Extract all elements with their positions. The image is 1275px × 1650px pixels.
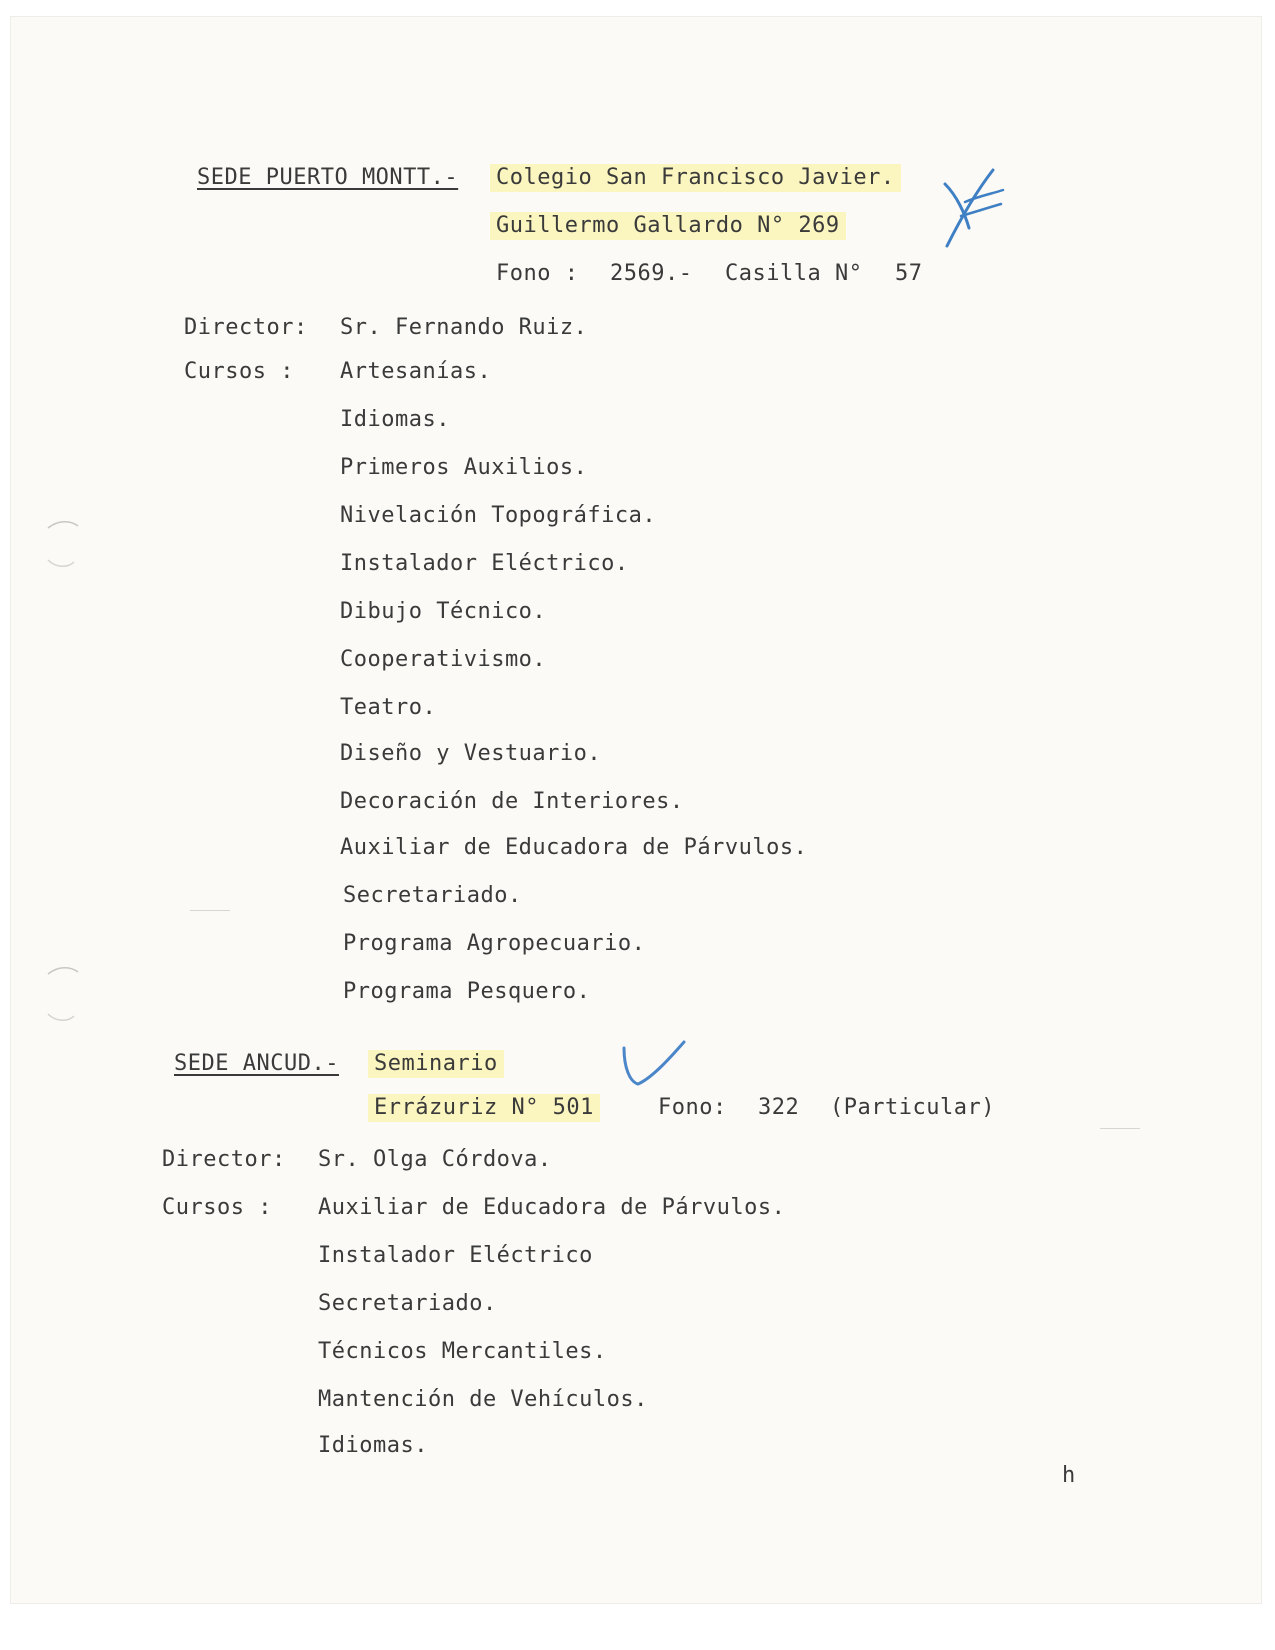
course-item: Programa Agropecuario. [343,931,646,956]
ancud-address: Errázuriz N° 501 [368,1094,600,1122]
puerto-montt-director: Sr. Fernando Ruiz. [340,315,588,340]
course-item: Idiomas. [340,407,450,432]
course-item: Secretariado. [318,1291,497,1316]
pen-cross-mark-icon [935,166,1015,256]
ancud-phone-label: Fono: [658,1095,727,1120]
course-item: Instalador Eléctrico. [340,551,629,576]
ancud-director: Sr. Olga Córdova. [318,1147,552,1172]
course-item: Diseño y Vestuario. [340,741,602,766]
faint-dash [190,910,230,911]
course-item: Técnicos Mercantiles. [318,1339,607,1364]
course-item: Cooperativismo. [340,647,547,672]
course-item: Idiomas. [318,1433,428,1458]
course-item: Dibujo Técnico. [340,599,547,624]
puerto-montt-phone: 2569.- [610,261,693,286]
course-item: Primeros Auxilios. [340,455,588,480]
course-item: Nivelación Topográfica. [340,503,657,528]
course-item: Teatro. [340,695,437,720]
puerto-montt-phone-label: Fono : [496,261,579,286]
course-item: Secretariado. [343,883,522,908]
course-item: Auxiliar de Educadora de Párvulos. [340,835,808,860]
faint-dash [1100,1128,1140,1129]
puerto-montt-box: 57 [895,261,923,286]
puerto-montt-institution: Colegio San Francisco Javier. [490,164,901,192]
course-item: Mantención de Vehículos. [318,1387,648,1412]
ancud-institution: Seminario [368,1050,504,1078]
pen-check-mark-icon [618,1038,688,1090]
sede-puerto-montt-heading: SEDE PUERTO MONTT.- [197,165,459,190]
page-mark: h [1062,1463,1076,1488]
puerto-montt-courses-label: Cursos : [184,359,294,384]
binder-hole-mark-icon [44,516,84,576]
puerto-montt-address: Guillermo Gallardo N° 269 [490,212,846,240]
course-item: Artesanías. [340,359,492,384]
ancud-courses-label: Cursos : [162,1195,272,1220]
course-item: Programa Pesquero. [343,979,591,1004]
puerto-montt-box-label: Casilla N° [725,261,863,286]
sede-ancud-heading: SEDE ANCUD.- [174,1051,339,1076]
course-item: Instalador Eléctrico [318,1243,593,1268]
ancud-phone-note: (Particular) [830,1095,995,1120]
course-item: Auxiliar de Educadora de Párvulos. [318,1195,786,1220]
ancud-phone: 322 [758,1095,800,1120]
puerto-montt-director-label: Director: [184,315,308,340]
document-page [10,16,1262,1604]
course-item: Decoración de Interiores. [340,789,684,814]
binder-hole-mark-icon [44,962,84,1032]
ancud-director-label: Director: [162,1147,286,1172]
